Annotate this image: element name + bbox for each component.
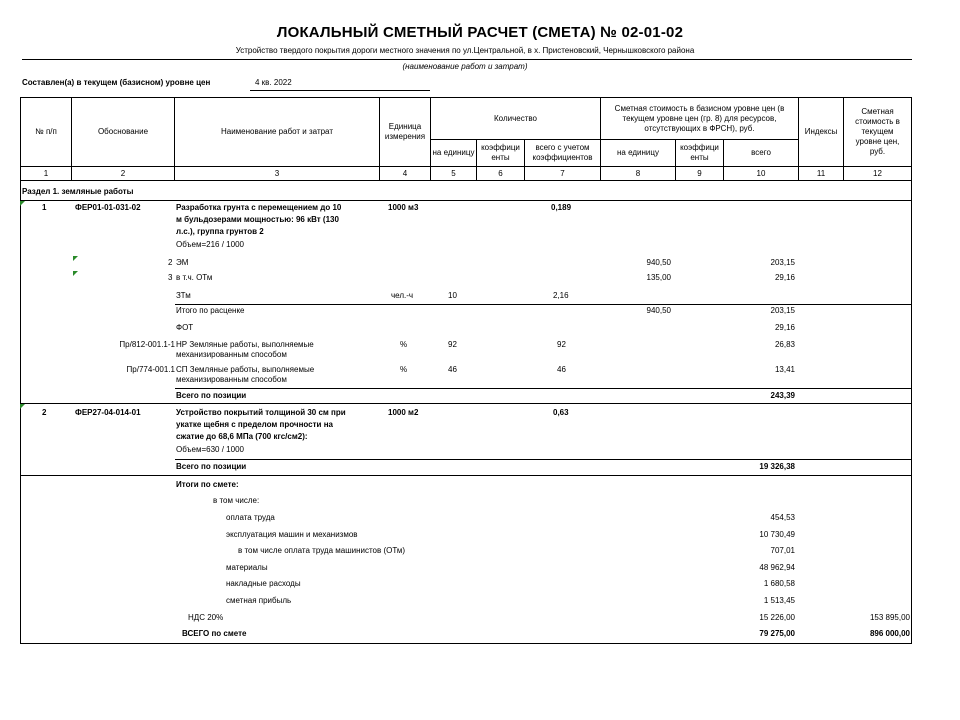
pos2-qty: 0,63 xyxy=(553,408,569,417)
rate-subtotal-per-unit: 940,50 xyxy=(646,306,671,315)
otm-per-unit: 135,00 xyxy=(646,273,671,282)
col-number: 6 xyxy=(476,166,525,181)
pos1-code: ФЕР01-01-031-02 xyxy=(75,203,141,212)
profit-label-line2: механизированным способом xyxy=(176,375,287,384)
pos2-name-line3: сжатие до 68,6 МПа (700 кгс/см2): xyxy=(176,432,308,441)
work-description: Устройство твердого покрытия дороги местного значения по ул.Центральной, в х. Пристеновский, Чернышковского района xyxy=(235,46,695,55)
summary-item-value: 454,53 xyxy=(770,513,795,522)
pos2-code: ФЕР27-04-014-01 xyxy=(75,408,141,417)
row-divider xyxy=(175,388,912,389)
col-header-qty-total: всего с учетом коэффициентов xyxy=(524,139,601,167)
rate-subtotal-label: Итого по расценке xyxy=(176,306,245,315)
overhead-label-line1: НР Земляные работы, выполняемые xyxy=(176,340,314,349)
profit-qty: 46 xyxy=(557,365,566,374)
col-header-cost-total: всего xyxy=(723,139,799,167)
col-number: 10 xyxy=(723,166,799,181)
pos1-qty: 0,189 xyxy=(551,203,572,212)
col-number: 11 xyxy=(798,166,844,181)
col-header-index: Индексы xyxy=(798,97,844,167)
row-divider xyxy=(175,459,912,460)
col-header-quantity: Количество xyxy=(430,97,601,140)
cell-marker xyxy=(73,271,78,276)
cell-marker xyxy=(20,201,25,206)
col-header-cost-per: на единицу xyxy=(600,139,676,167)
pos1-name-line3: л.с.), группа грунтов 2 xyxy=(176,227,264,236)
vat-current-value: 153 895,00 xyxy=(869,613,910,622)
divider xyxy=(250,90,430,91)
summary-item-value: 1 513,45 xyxy=(763,596,795,605)
col-number: 8 xyxy=(600,166,676,181)
overhead-per-unit: 92 xyxy=(448,340,457,349)
summary-item-label: материалы xyxy=(226,563,268,572)
table-border xyxy=(20,643,912,644)
pos1-total: 243,39 xyxy=(770,391,795,400)
page-title: ЛОКАЛЬНЫЙ СМЕТНЫЙ РАСЧЕТ (СМЕТА) № 02-01-02 xyxy=(276,24,684,41)
pos2-number: 2 xyxy=(42,408,47,417)
fot-total: 29,16 xyxy=(774,323,795,332)
col-number: 4 xyxy=(379,166,431,181)
grand-total-current: 896 000,00 xyxy=(869,629,910,638)
pos1-name-line2: м бульдозерами мощностью: 96 кВт (130 xyxy=(176,215,339,224)
ztm-per-unit: 10 xyxy=(448,291,457,300)
em-label: ЭМ xyxy=(176,258,189,267)
col-number: 2 xyxy=(71,166,175,181)
pos1-volume: Объем=216 / 1000 xyxy=(176,240,244,249)
summary-incl: в том числе: xyxy=(213,496,260,505)
pos2-volume: Объем=630 / 1000 xyxy=(176,445,244,454)
overhead-code: Пр/812-001.1-1 xyxy=(119,340,175,349)
row-divider xyxy=(20,403,912,404)
overhead-qty: 92 xyxy=(557,340,566,349)
pos2-total-label: Всего по позиции xyxy=(176,462,247,471)
profit-code: Пр/774-001.1 xyxy=(126,365,175,374)
profit-label-line1: СП Земляные работы, выполняемые xyxy=(176,365,315,374)
work-description-caption: (наименование работ и затрат) xyxy=(402,62,528,71)
summary-item-value: 1 680,58 xyxy=(763,579,795,588)
col-number: 12 xyxy=(843,166,912,181)
pos2-unit: 1000 м2 xyxy=(388,408,419,417)
grand-total-label: ВСЕГО по смете xyxy=(182,629,247,638)
col-header-basis: Обоснование xyxy=(71,97,175,167)
profit-unit: % xyxy=(400,365,408,374)
divider xyxy=(22,59,912,60)
col-header-qty-per: на единицу xyxy=(430,139,477,167)
table-border xyxy=(911,181,912,644)
table-border xyxy=(20,181,21,644)
col-number: 7 xyxy=(524,166,601,181)
overhead-label-line2: механизированным способом xyxy=(176,350,287,359)
summary-item-value: 707,01 xyxy=(770,546,795,555)
summary-item-label: оплата труда xyxy=(226,513,275,522)
otm-number: 3 xyxy=(168,273,173,282)
pos2-name-line2: укатке щебня с пределом прочности на xyxy=(176,420,333,429)
row-divider xyxy=(20,200,912,201)
col-header-cost-coef: коэффици енты xyxy=(675,139,724,167)
summary-item-label: эксплуатация машин и механизмов xyxy=(226,530,358,539)
otm-total: 29,16 xyxy=(774,273,795,282)
rate-subtotal-total: 203,15 xyxy=(770,306,795,315)
row-divider xyxy=(20,475,912,476)
summary-item-value: 10 730,49 xyxy=(759,530,795,539)
section-title: Раздел 1. земляные работы xyxy=(22,187,134,196)
pos2-total: 19 326,38 xyxy=(759,462,795,471)
profit-per-unit: 46 xyxy=(448,365,457,374)
pos2-name-line1: Устройство покрытий толщиной 30 см при xyxy=(176,408,346,417)
col-number: 5 xyxy=(430,166,477,181)
ztm-label: ЗТм xyxy=(176,291,191,300)
fot-label: ФОТ xyxy=(176,323,194,332)
summary-item-value: 48 962,94 xyxy=(759,563,795,572)
overhead-unit: % xyxy=(400,340,408,349)
em-total: 203,15 xyxy=(770,258,795,267)
ztm-unit: чел.-ч xyxy=(391,291,414,300)
vat-label: НДС 20% xyxy=(188,613,224,622)
summary-item-label: сметная прибыль xyxy=(226,596,292,605)
vat-value: 15 226,00 xyxy=(759,613,795,622)
em-per-unit: 940,50 xyxy=(646,258,671,267)
col-number: 9 xyxy=(675,166,724,181)
price-level-label: Составлен(а) в текущем (базисном) уровне цен xyxy=(22,78,211,87)
col-header-base-cost: Сметная стоимость в базисном уровне цен (в текущем уровне цен (гр. 8) для ресурсов, отсутствующих в ФРСН), руб. xyxy=(600,97,799,140)
col-number: 3 xyxy=(174,166,380,181)
profit-total: 13,41 xyxy=(774,365,795,374)
pos1-number: 1 xyxy=(42,203,47,212)
col-header-num: № п/п xyxy=(20,97,72,167)
col-number: 1 xyxy=(20,166,72,181)
ztm-total: 2,16 xyxy=(553,291,569,300)
price-level-value: 4 кв. 2022 xyxy=(255,78,292,87)
col-header-current-cost: Сметная стоимость в текущем уровне цен, руб. xyxy=(843,97,912,167)
col-header-unit: Единица измерения xyxy=(379,97,431,167)
overhead-total: 26,83 xyxy=(774,340,795,349)
summary-title: Итоги по смете: xyxy=(176,480,239,489)
pos1-name-line1: Разработка грунта с перемещением до 10 xyxy=(176,203,342,212)
col-header-qty-coef: коэффици енты xyxy=(476,139,525,167)
estimate-table-header xyxy=(20,97,912,181)
row-divider xyxy=(175,304,912,305)
cell-marker xyxy=(73,256,78,261)
cell-marker xyxy=(20,404,25,409)
col-header-name: Наименование работ и затрат xyxy=(174,97,380,167)
grand-total-value: 79 275,00 xyxy=(759,629,795,638)
pos1-unit: 1000 м3 xyxy=(388,203,419,212)
otm-label: в т.ч. ОТм xyxy=(176,273,213,282)
em-number: 2 xyxy=(168,258,173,267)
summary-item-label: в том числе оплата труда машинистов (ОТм) xyxy=(238,546,406,555)
pos1-total-label: Всего по позиции xyxy=(176,391,247,400)
summary-item-label: накладные расходы xyxy=(226,579,301,588)
